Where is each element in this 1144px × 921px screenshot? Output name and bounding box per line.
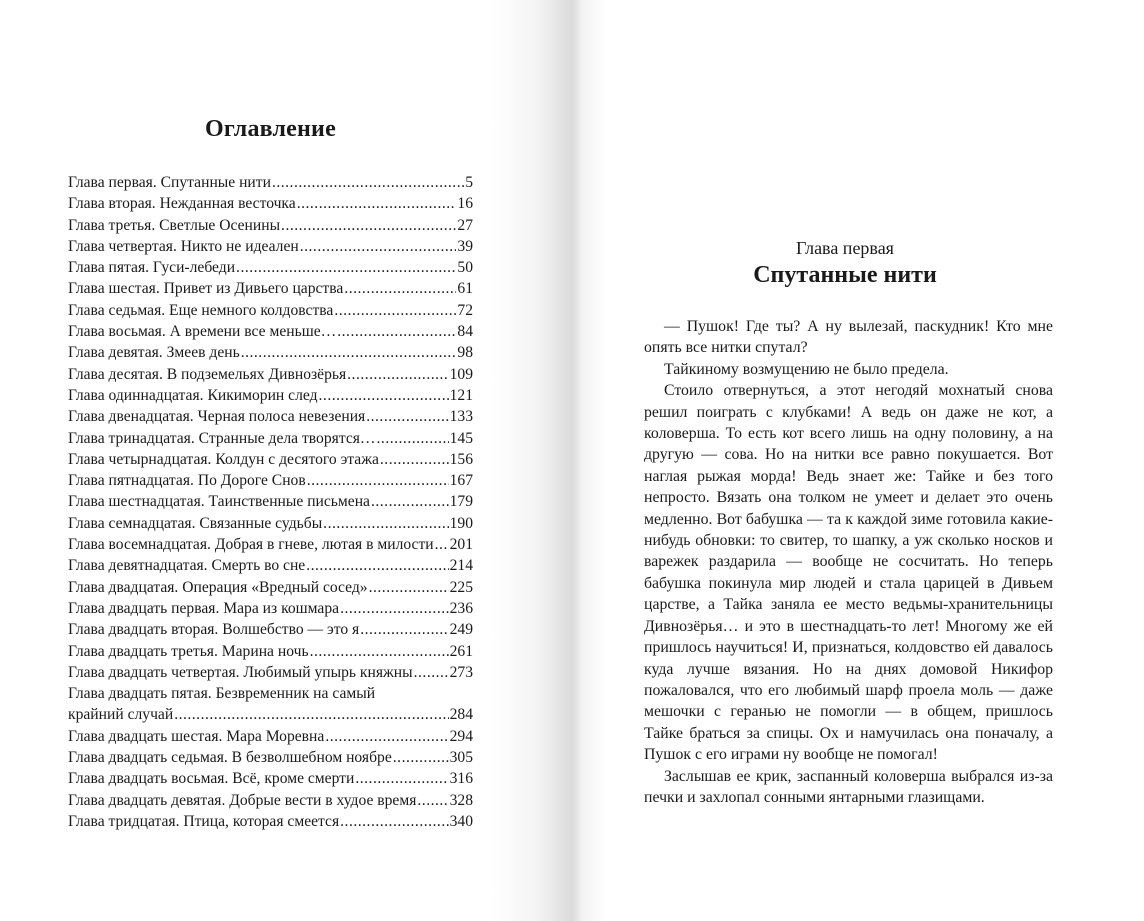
toc-leader-dots [360, 619, 448, 640]
chapter-body [644, 316, 1053, 808]
toc-entry-title: Глава пятая. Гуси-лебеди [68, 259, 236, 277]
toc-entry-page: 284 [449, 706, 473, 724]
toc-entry-page: 328 [449, 791, 473, 809]
toc-leader-dots [347, 364, 448, 385]
toc-entry-page: 249 [449, 621, 473, 639]
toc-entry [68, 428, 473, 449]
toc-entry-title: Глава двадцать седьмая. В безволшебном ноябре [68, 749, 392, 767]
toc-leader-dots [272, 172, 464, 193]
toc-entry [68, 811, 473, 832]
toc-entry-title: Глава четырнадцатая. Колдун с десятого этажа [68, 450, 379, 468]
toc-leader-dots [337, 321, 456, 342]
paragraph: Заслышав ее крик, заспанный коловерша выбрался из-за печки и захлопал сонными янтарными глазищами. [644, 767, 1053, 806]
toc-leader-dots [319, 385, 449, 406]
toc-leader-dots [414, 662, 449, 683]
toc-entry-title: Глава двадцать восьмая. Всё, кроме смерти [68, 770, 355, 788]
toc-entry-title: Глава тридцатая. Птица, которая смеется [68, 812, 340, 830]
toc-entry-page: 16 [457, 195, 473, 213]
toc-entry-title: Глава двадцать девятая. Добрые вести в худое время [68, 791, 417, 809]
toc-entry-page: 340 [449, 812, 473, 830]
toc-entry [68, 726, 473, 747]
toc-entry [68, 342, 473, 363]
toc-entry [68, 257, 473, 278]
toc-entry [68, 193, 473, 214]
toc-leader-dots [344, 278, 456, 299]
toc-entry [68, 278, 473, 299]
toc-entry [68, 449, 473, 470]
toc-entry-title: Глава тринадцатая. Странные дела творятся… [68, 429, 376, 447]
toc-leader-dots [307, 470, 449, 491]
toc-entry-title: Глава двадцатая. Операция «Вредный сосед» [68, 578, 368, 596]
toc-leader-dots [340, 811, 448, 832]
toc-leader-dots [325, 726, 448, 747]
toc-entry [68, 321, 473, 342]
chapter-number: Глава первая [796, 238, 894, 258]
toc-entry-page: 225 [449, 578, 473, 596]
toc-leader-dots [241, 342, 457, 363]
toc-entry-page: 39 [457, 237, 473, 255]
toc-leader-dots [380, 449, 449, 470]
toc-entry-page: 145 [449, 429, 473, 447]
toc-entry-page: 179 [449, 493, 473, 511]
toc-entry-title: Глава двенадцатая. Черная полоса невезения [68, 408, 366, 426]
toc-heading: Оглавление [205, 116, 336, 142]
toc-leader-dots [355, 768, 448, 789]
toc-entry-title: Глава восьмая. А времени все меньше… [68, 323, 337, 341]
toc-entry [68, 790, 473, 811]
toc-entry-title: Глава двадцать первая. Мара из кошмара [68, 599, 340, 617]
toc-entry [68, 513, 473, 534]
toc-entry-title: Глава десятая. В подземельях Дивнозёрья [68, 365, 347, 383]
toc-entry-title: Глава двадцать третья. Марина ночь [68, 642, 309, 660]
toc-leader-dots [236, 257, 456, 278]
toc-leader-dots [435, 534, 449, 555]
toc-entry-page: 167 [449, 472, 473, 490]
toc-leader-dots [366, 406, 448, 427]
toc-entry-title: Глава двадцать вторая. Волшебство — это я [68, 621, 360, 639]
toc-entry-title: Глава четвертая. Никто не идеален [68, 237, 299, 255]
toc-entry-page: 98 [457, 344, 473, 362]
toc-entry [68, 364, 473, 385]
toc-entry-title: Глава восемнадцатая. Добрая в гневе, лютая в милости [68, 536, 434, 554]
toc-entry [68, 768, 473, 789]
toc-entry [68, 619, 473, 640]
toc-entry [68, 491, 473, 512]
toc-entry-page: 121 [449, 386, 473, 404]
toc-entry-title: Глава девятнадцатая. Смерть во сне [68, 557, 306, 575]
paragraph: Стоило отвернуться, а этот негодяй мохнатый снова решил поиграть с клубками! А ведь он даже не кот, а коловерша. То есть кот всего лишь на одну половину, а на другую — сова. Но на нитки все равно покушается. Вот наглая рыжая морда! Ведь знает же: Тайке и без того непросто. Вязать она толком не умеет и делает это очень медленно. Вот бабушка — та к каждой зиме готовила какие-нибудь обновки: то свитер, то шапку, а уж сколько носков и варежек раздарила — вообще не сосчитать. Но теперь бабушка покинула мир людей и стала царицей в Дивьем царстве, а Тайка заняла ее место ведьмы-хранительницы Дивнозёрья… и это в шестнадцать-то лет! Многому же ей пришлось научиться! И, признаться, колдовство ей давалось куда лучше вязания. Но на днях домовой Никифор пожаловался, что его любимый шарф проела моль — даже мешочки с геранью не помогли — в общем, пришлось Тайке браться за спицы. Ох и намучилась она поначалу, а Пушок с его играми ну вообще не помогал! [644, 382, 1053, 764]
toc-leader-dots [334, 300, 456, 321]
toc-entry-title: Глава семнадцатая. Связанные судьбы [68, 514, 323, 532]
toc-entry [68, 577, 473, 598]
toc-entry-page: 201 [449, 536, 473, 554]
toc-entry-page: 5 [465, 174, 473, 191]
paragraph: — Пушок! Где ты? А ну вылезай, паскудник! Кто мне опять все нитки спутал? [644, 318, 1053, 357]
right-page [571, 0, 1144, 921]
toc-entry-title: Глава вторая. Нежданная весточка [68, 195, 296, 213]
toc-entry-title: Глава одиннадцатая. Кикиморин след [68, 386, 318, 404]
toc-leader-dots [371, 491, 449, 512]
toc-entry [68, 555, 473, 576]
toc-entry-page: 133 [449, 408, 473, 426]
toc-leader-dots [323, 513, 448, 534]
toc-entry-page: 156 [449, 450, 473, 468]
toc-entry-page: 50 [457, 259, 473, 277]
toc-leader-dots [417, 790, 448, 811]
toc-leader-dots [393, 747, 449, 768]
toc-entry [68, 172, 473, 193]
toc-entry [68, 641, 473, 662]
toc-entry-page: 316 [449, 770, 473, 788]
toc-leader-dots [310, 641, 449, 662]
toc-leader-dots [369, 577, 449, 598]
toc-entry-title: Глава пятнадцатая. По Дороге Снов [68, 472, 306, 490]
toc-entry [68, 598, 473, 619]
toc-entry [68, 470, 473, 491]
toc-entry [68, 236, 473, 257]
toc-leader-dots [281, 215, 456, 236]
toc-entry-page: 214 [449, 557, 473, 575]
toc-entry-page: 61 [457, 280, 473, 298]
toc-entry-page: 84 [457, 323, 473, 341]
toc-entry-page: 305 [449, 749, 473, 767]
toc-entry [68, 704, 473, 725]
toc-entry [68, 215, 473, 236]
toc-entry-page: 27 [457, 216, 473, 234]
toc-leader-dots [340, 598, 449, 619]
toc-entry-title: Глава первая. Спутанные нити [68, 174, 271, 191]
toc-entry-line: Глава двадцать пятая. Безвременник на самый [68, 685, 376, 703]
toc-entry-page: 294 [449, 727, 473, 745]
toc-entry-page: 236 [449, 599, 473, 617]
toc-entry [68, 662, 473, 683]
toc-entry-title: Глава шестнадцатая. Таинственные письмена [68, 493, 370, 511]
toc-entry-page: 190 [449, 514, 473, 532]
toc-entry [68, 534, 473, 555]
left-page [0, 0, 571, 921]
chapter-title: Спутанные нити [753, 262, 937, 288]
toc-entry-title: Глава двадцать шестая. Мара Моревна [68, 727, 325, 745]
toc-entry-page: 273 [449, 663, 473, 681]
toc-entry-title: Глава девятая. Змеев день [68, 344, 240, 362]
toc-leader-dots [300, 236, 457, 257]
toc-leader-dots [174, 704, 448, 725]
toc-entry [68, 406, 473, 427]
toc-entry-page: 72 [457, 301, 473, 319]
toc-entry-title: Глава двадцать четвертая. Любимый упырь княжны [68, 663, 413, 681]
toc-entry-title: крайний случай [68, 706, 174, 724]
paragraph: Тайкиному возмущению не было предела. [664, 360, 949, 378]
toc-entry-title: Глава третья. Светлые Осенины [68, 216, 281, 234]
toc-entry [68, 747, 473, 768]
toc-leader-dots [377, 428, 449, 449]
toc-entry-title: Глава седьмая. Еще немного колдовства [68, 301, 334, 319]
toc-entry-page: 109 [449, 365, 473, 383]
toc-entry-page: 261 [449, 642, 473, 660]
toc-entry-title: Глава шестая. Привет из Дивьего царства [68, 280, 344, 298]
toc-leader-dots [297, 193, 457, 214]
toc-entry [68, 300, 473, 321]
toc-entry [68, 385, 473, 406]
table-of-contents [68, 172, 473, 832]
toc-leader-dots [306, 555, 448, 576]
